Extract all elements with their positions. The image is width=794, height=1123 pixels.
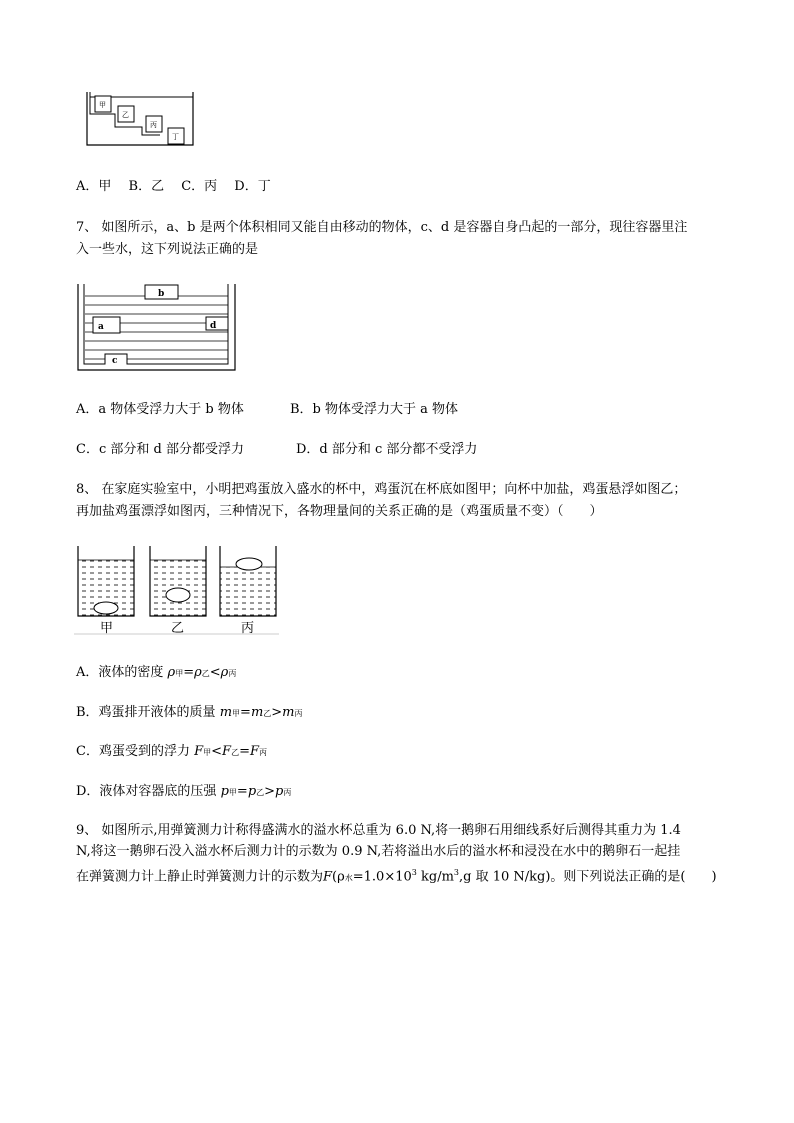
q6-options: A．甲 B．乙 C．丙 D．丁 (76, 179, 271, 194)
q8-option-d (76, 783, 291, 802)
q7-option-c: C．c 部分和 d 部分都受浮力 (76, 442, 244, 457)
q9-line3-sup2: 3 (453, 868, 460, 877)
q9-line3-sup: 3 (411, 868, 417, 877)
q8-option-a-sub2: 乙 (201, 669, 210, 678)
q9-line3-b: =1.0×10 (352, 869, 412, 885)
q8-option-c-sub2: 乙 (231, 748, 240, 757)
q7-option-d: D．d 部分和 c 部分都不受浮力 (296, 442, 478, 457)
q8-option-b-op2: > (271, 705, 283, 720)
q6-figure (86, 92, 196, 147)
q8-option-c-sym2: F (222, 744, 232, 759)
q8-option-b-sub3: 丙 (294, 709, 303, 718)
q8-option-b-sym1: m (219, 705, 233, 720)
q9-stem-line3 (76, 864, 717, 887)
q7-label-a: a (98, 322, 104, 332)
q7-label-b: b (158, 289, 165, 299)
q7-stem-line2: 入一些水，这下列说法正确的是 (76, 242, 259, 257)
q8-stem-line2: 再加盐鸡蛋漂浮如图丙，三种情况下，各物理量间的关系正确的是（鸡蛋质量不变）（ ） (76, 504, 603, 519)
q8-option-b-op1: = (240, 705, 251, 720)
q8-stem-line1: 8、 在家庭实验室中，小明把鸡蛋放入盛水的杯中，鸡蛋沉在杯底如图甲；向杯中加盐，鸡蛋悬浮如图乙； (76, 482, 687, 497)
q8-option-a (76, 664, 236, 683)
q9-line3-d: ,g 取 10 N/kg)。则下列说法正确的是( ) (459, 869, 717, 885)
q8-option-b-sym3: m (282, 705, 295, 720)
q8-option-d-prefix: D．液体对容器底的压强 (76, 784, 217, 799)
q9-line3-c: kg/m (416, 869, 454, 885)
q9-line3-a: 在弹簧测力计上静止时弹簧测力计的示数为 (76, 869, 324, 885)
q9-stem-line2: N,将这一鹅卵石没入溢水杯后测力计的示数为 0.9 N,若将溢出水后的溢水杯和浸没在水中的鹅卵石一起挂 (76, 844, 681, 859)
q8-label-yi: 乙 (171, 621, 185, 636)
q9-line3-F: F (323, 869, 333, 885)
q8-option-b-sub1: 甲 (232, 709, 241, 718)
q7-label-c: c (112, 356, 118, 366)
q8-option-c-sub1: 甲 (203, 748, 212, 757)
q7-option-b: B．b 物体受浮力大于 a 物体 (290, 402, 459, 417)
q8-option-d-sym1: p (220, 784, 229, 799)
q8-option-d-sub1: 甲 (228, 788, 237, 797)
q8-option-c-op2: = (239, 744, 250, 759)
q7-label-d: d (210, 321, 217, 331)
q8-option-b (76, 704, 303, 723)
q8-option-a-prefix: A．液体的密度 (76, 665, 164, 680)
q6-label-ding: 丁 (172, 133, 179, 141)
q8-option-d-sym3: p (275, 784, 284, 799)
q9-line3-sub: 水 (344, 873, 353, 883)
q8-label-bing: 丙 (241, 621, 255, 636)
q8-option-d-op2: > (264, 784, 276, 799)
q8-option-a-op2: < (209, 665, 221, 680)
q8-option-a-sym1: ρ (167, 665, 176, 680)
q7-figure (77, 284, 237, 372)
q8-option-a-sub1: 甲 (175, 669, 184, 678)
q9-line3-paren: (ρ (332, 869, 345, 885)
q8-option-a-sym3: ρ (220, 665, 229, 680)
q8-option-c-sym3: F (249, 744, 259, 759)
q8-option-c-sub3: 丙 (259, 748, 267, 757)
q8-option-b-prefix: B．鸡蛋排开液体的质量 (76, 705, 216, 720)
q8-option-b-sym2: m (250, 705, 264, 720)
q9-stem-line1: 9、 如图所示,用弹簧测力计称得盛满水的溢水杯总重为 6.0 N,将一鹅卵石用细线系好后测得其重力为 1.4 (76, 823, 681, 838)
q8-option-d-op1: = (236, 784, 248, 799)
q6-label-yi: 乙 (122, 111, 129, 119)
q7-option-a: A．a 物体受浮力大于 b 物体 (76, 402, 244, 417)
q6-label-bing: 丙 (150, 121, 157, 129)
q8-figure (74, 546, 279, 638)
q8-option-d-sub2: 乙 (256, 788, 265, 797)
q8-option-c-prefix: C．鸡蛋受到的浮力 (76, 744, 190, 759)
q8-option-d-sub3: 丙 (283, 788, 292, 797)
q8-label-jia: 甲 (100, 621, 114, 636)
q6-label-jia: 甲 (99, 101, 106, 109)
q8-option-c-sym1: F (194, 744, 204, 759)
q7-stem-line1: 7、 如图所示，a、b 是两个体积相同又能自由移动的物体，c、d 是容器自身凸起的一部分，现往容器里注 (76, 220, 688, 235)
q8-option-a-sub3: 丙 (228, 669, 237, 678)
q8-option-a-op1: = (183, 665, 195, 680)
q8-option-d-sym2: p (247, 784, 257, 799)
q8-option-a-sym2: ρ (194, 665, 202, 680)
q8-option-b-sub2: 乙 (263, 709, 272, 718)
q8-option-c-op1: < (211, 744, 223, 759)
q8-option-c (76, 743, 267, 762)
